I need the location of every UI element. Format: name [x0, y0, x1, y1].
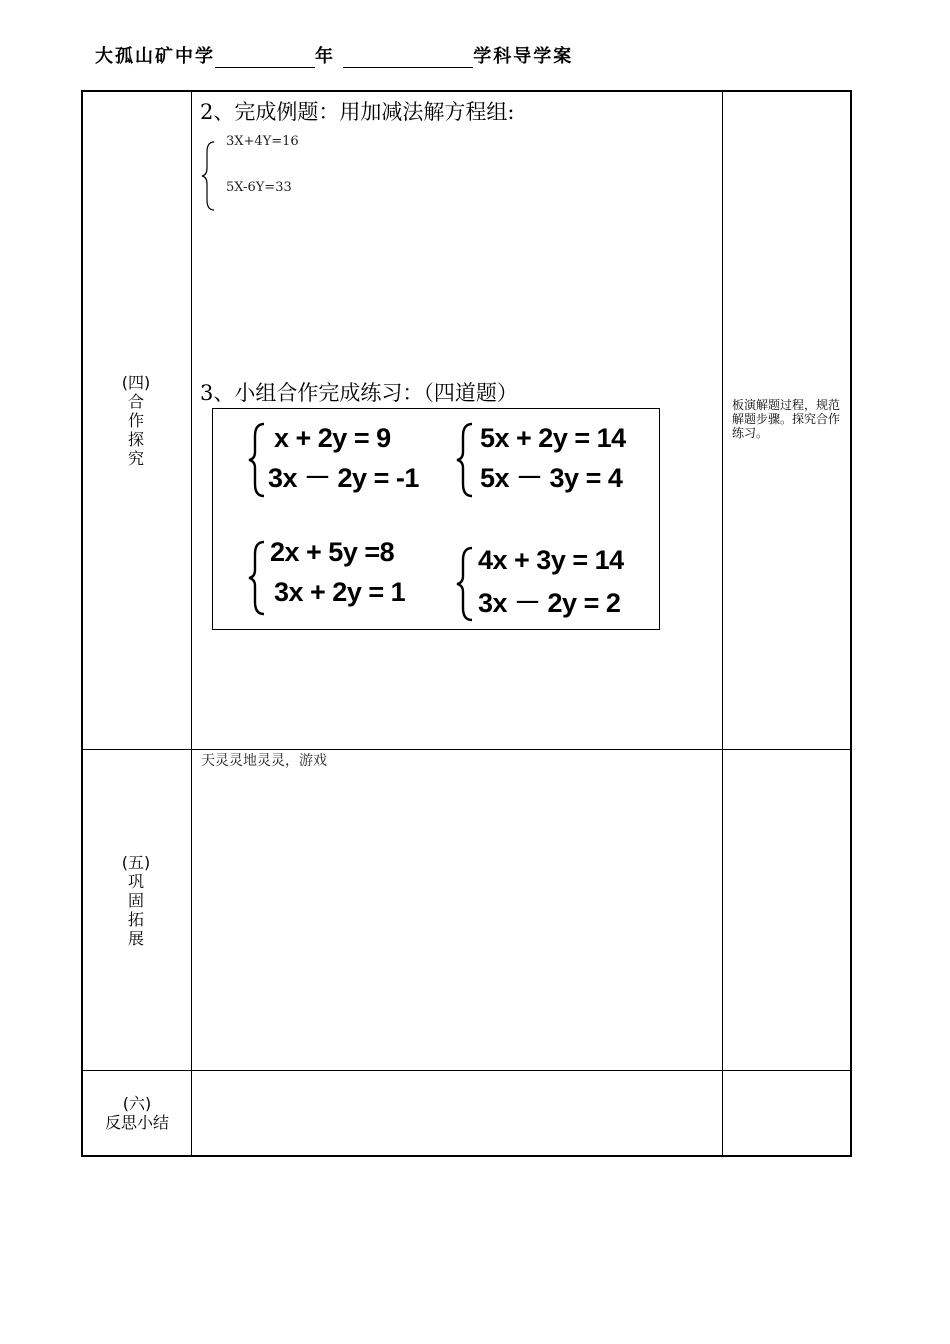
system-brace-2 — [454, 422, 476, 498]
section-label-5: (五) 巩 固 拓 展 — [121, 853, 151, 948]
column-divider-2 — [722, 92, 723, 1155]
exercise-system-1: x + 2y = 9 3x － 2y = -1 — [268, 423, 419, 493]
page-header — [95, 42, 573, 68]
section-label-6: (六) 反思小结 — [104, 1094, 169, 1132]
grade-blank — [215, 49, 315, 68]
doc-type: 学科导学案 — [473, 46, 574, 67]
consolidation-text: 天灵灵地灵灵，游戏 — [201, 753, 327, 769]
column-divider-1 — [191, 92, 192, 1155]
school-name: 大孤山矿中学 — [95, 46, 215, 67]
example-title: 2、完成例题：用加减法解方程组: — [200, 100, 515, 124]
system-brace-1 — [246, 422, 268, 498]
subject-blank — [343, 49, 473, 68]
example-brace — [200, 140, 220, 212]
section-label-4: (四) 合 作 探 究 — [121, 373, 151, 468]
year-suffix: 年 — [315, 46, 335, 67]
exercise-system-3: 2x + 5y =8 3x + 2y = 1 — [270, 537, 406, 607]
exercise-system-2: 5x + 2y = 14 5x － 3y = 4 — [480, 423, 626, 493]
teacher-note: 板演解题过程，规范解题步骤。探究合作练习。 — [732, 398, 841, 440]
exercise-title: 3、小组合作完成练习：（四道题） — [200, 381, 518, 405]
system-brace-4 — [454, 546, 476, 622]
row-divider-2 — [83, 1070, 850, 1071]
exercise-system-4: 4x + 3y = 14 3x － 2y = 2 — [478, 545, 624, 618]
row-divider-1 — [83, 749, 850, 750]
example-equation-1: 3X+4Y=16 — [226, 134, 299, 149]
example-equation-2: 5X-6Y=33 — [226, 180, 292, 195]
system-brace-3 — [246, 540, 268, 616]
